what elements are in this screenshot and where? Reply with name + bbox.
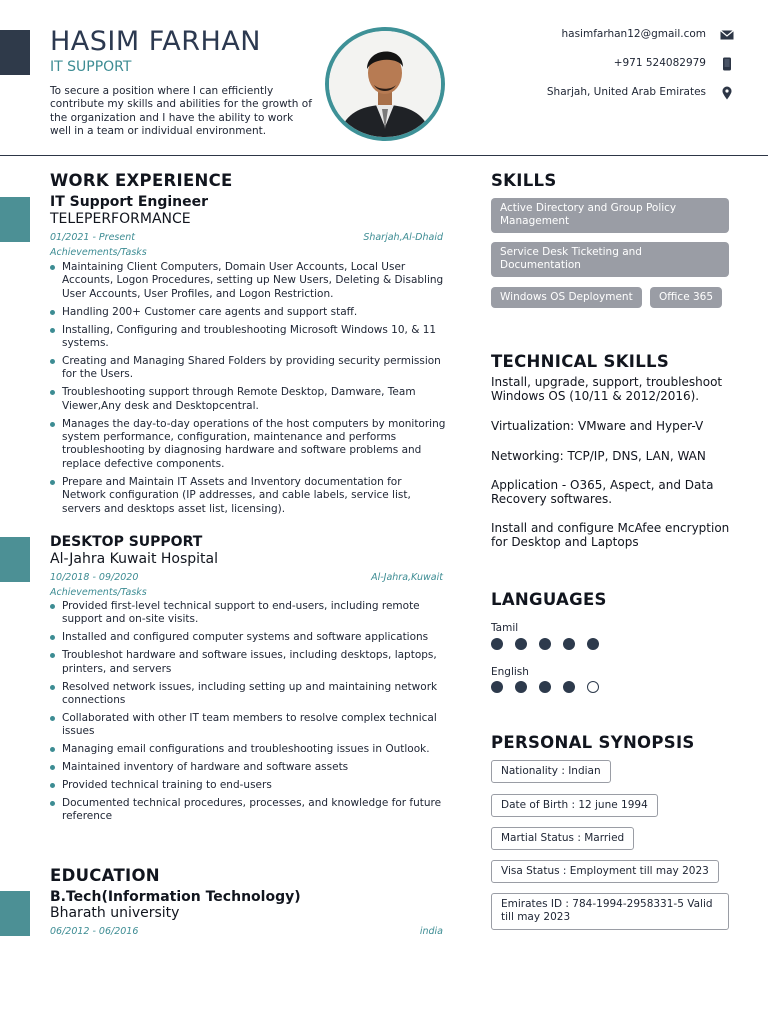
location-pin-icon [720,85,734,99]
synopsis-item: Date of Birth : 12 june 1994 [491,794,658,817]
list-item: Provided first-level technical support to end-users, including remote support and on-site visits. [50,600,448,627]
header-divider [0,155,768,156]
technical-skill-item: Install, upgrade, support, troubleshoot Windows OS (10/11 & 2012/2016). [491,375,723,403]
work-experience-heading: WORK EXPERIENCE [50,171,233,190]
list-item: Installing, Configuring and troubleshooting Microsoft Windows 10, & 11 systems. [50,324,448,351]
contact-phone[interactable]: +971 524082979 [613,57,706,69]
list-item: Prepare and Maintain IT Assets and Inventory documentation for Network configuration (IP addresses, and cable labels, service list, servers and desktops asset list, licensing). [50,476,448,516]
list-item: Manages the day-to-day operations of the host computers by monitoring system performance, configuration, maintenance and performs troubleshooting by diagnosing hardware and software problems and replace defective components. [50,418,448,472]
job-location: Al-Jahra,Kuwait [371,572,443,583]
accent-bar-job-1 [0,197,30,242]
job-role: IT Support Engineer [50,194,209,210]
list-item: Maintaining Client Computers, Domain User Accounts, Local User Accounts, Logon Procedures, setting up New Users, Deleting & Disabling User Accounts, User Profiles, and Logon Restriction. [50,261,448,301]
candidate-title: IT SUPPORT [50,59,132,75]
list-item: Installed and configured computer systems and software applications [50,631,448,644]
person-portrait-icon [329,31,441,137]
accent-bar-header [0,30,30,75]
filled-dot-icon [563,638,575,650]
job-location: Sharjah,Al-Dhaid [363,232,443,243]
achievements-label: Achievements/Tasks [50,587,147,598]
education-location: india [419,926,443,937]
job-role: DESKTOP SUPPORT [50,534,203,550]
language-name: English [491,666,529,678]
list-item: Collaborated with other IT team members to resolve complex technical issues [50,712,448,739]
phone-icon [720,56,734,70]
synopsis-item: Visa Status : Employment till may 2023 [491,860,719,883]
languages-heading: LANGUAGES [491,590,607,609]
job-company: TELEPERFORMANCE [50,211,191,227]
education-school: Bharath university [50,905,180,921]
achievements-label: Achievements/Tasks [50,247,147,258]
technical-skills-heading: TECHNICAL SKILLS [491,352,670,371]
profile-photo [325,27,445,141]
list-item: Resolved network issues, including setting up and maintaining network connections [50,681,448,708]
filled-dot-icon [515,681,527,693]
filled-dot-icon [515,638,527,650]
filled-dot-icon [491,681,503,693]
filled-dot-icon [539,638,551,650]
filled-dot-icon [587,638,599,650]
list-item: Handling 200+ Customer care agents and support staff. [50,306,448,319]
list-item: Maintained inventory of hardware and software assets [50,761,448,774]
candidate-name: HASIM FARHAN [50,26,262,57]
technical-skill-item: Install and configure McAfee encryption for Desktop and Laptops [491,521,730,549]
technical-skill-item: Application - O365, Aspect, and Data Recovery softwares. [491,478,714,506]
list-item: Provided technical training to end-users [50,779,448,792]
contact-email[interactable]: hasimfarhan12@gmail.com [561,28,706,40]
synopsis-item: Nationality : Indian [491,760,611,783]
list-item: Creating and Managing Shared Folders by providing security permission for the Users. [50,355,448,382]
job-dates: 01/2021 - Present [50,232,135,243]
education-heading: EDUCATION [50,866,160,885]
skills-heading: SKILLS [491,171,557,190]
list-item: Troubleshooting support through Remote Desktop, Damware, Team Viewer,Any desk and Desktopcentral. [50,386,448,413]
personal-synopsis-heading: PERSONAL SYNOPSIS [491,733,695,752]
contact-location: Sharjah, United Arab Emirates [546,86,706,98]
list-item: Documented technical procedures, processes, and knowledge for future reference [50,797,448,824]
empty-dot-icon [587,681,599,693]
list-item: Managing email configurations and troubleshooting issues in Outlook. [50,743,448,756]
job-company: Al-Jahra Kuwait Hospital [50,551,218,567]
technical-skill-item: Virtualization: VMware and Hyper-V [491,419,704,433]
filled-dot-icon [539,681,551,693]
synopsis-item: Emirates ID : 784-1994-2958331-5 Valid till may 2023 [491,893,729,930]
synopsis-item: Martial Status : Married [491,827,634,850]
skill-tag: Active Directory and Group Policy Management [491,198,729,233]
skill-tag: Service Desk Ticketing and Documentation [491,242,729,277]
filled-dot-icon [563,681,575,693]
job-1-task-list [50,261,448,520]
skill-tag: Office 365 [650,287,722,308]
email-icon [720,27,734,41]
list-item: Troubleshot hardware and software issues, including desktops, laptops, printers, and servers [50,649,448,676]
job-2-task-list [50,600,448,828]
language-name: Tamil [491,622,519,634]
accent-bar-education [0,891,30,936]
skill-tag: Windows OS Deployment [491,287,642,308]
education-dates: 06/2012 - 06/2016 [50,926,139,937]
technical-skill-item: Networking: TCP/IP, DNS, LAN, WAN [491,449,706,463]
accent-bar-job-2 [0,537,30,582]
education-degree: B.Tech(Information Technology) [50,889,301,905]
job-dates: 10/2018 - 09/2020 [50,572,139,583]
filled-dot-icon [491,638,503,650]
objective-text: To secure a position where I can efficiently contribute my skills and abilities for the growth of the organization and I have the ability to work well in a team or individual environment. [50,85,312,137]
